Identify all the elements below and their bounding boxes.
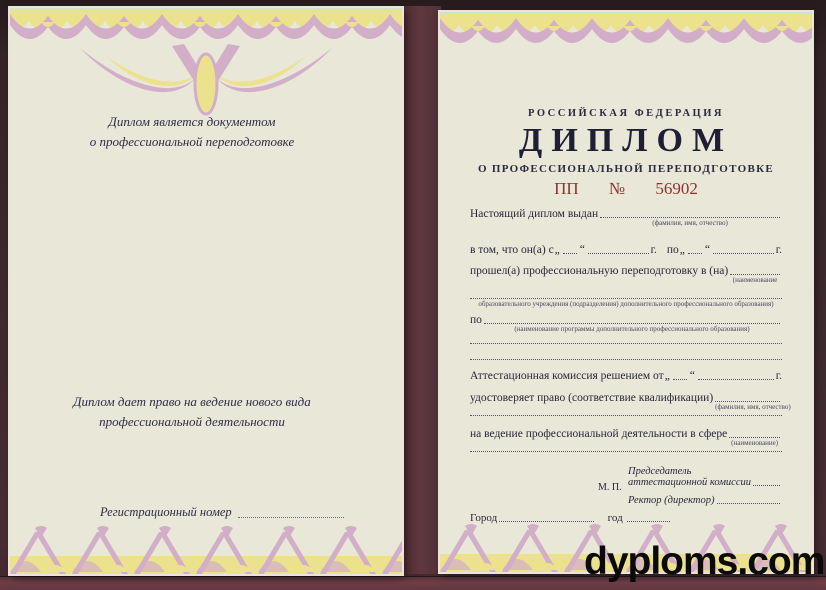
institution-full-hint: образовательного учреждения (подразделения) дополнительного профессионального образования) — [478, 300, 774, 308]
activity-sphere-blank — [729, 424, 780, 447]
certified-name-blank — [715, 388, 791, 411]
quote-open: „ — [679, 244, 685, 256]
quote-close: “ — [704, 244, 711, 256]
date-to-blank — [713, 250, 774, 254]
site-watermark: dyploms.com — [584, 540, 825, 583]
city-label: Город — [470, 512, 498, 524]
quote-open: „ — [554, 244, 560, 256]
diploma-title: ДИПЛОМ — [518, 122, 734, 159]
period-text: по — [666, 244, 679, 256]
blank-line — [470, 358, 782, 360]
year-blank — [627, 518, 670, 522]
quote-close: “ — [689, 370, 695, 382]
activity-sphere-label: на ведение профессиональной деятельности в сфере — [470, 428, 728, 440]
serial-number: 56902 — [655, 179, 698, 198]
blank-line — [470, 342, 782, 344]
quote-open: „ — [664, 370, 670, 382]
city-blank — [499, 518, 593, 522]
issued-to-label: Настоящий диплом выдан — [470, 208, 599, 220]
activity-sphere-row — [470, 424, 782, 447]
blank-line — [470, 414, 782, 416]
day-blank — [563, 250, 577, 254]
left-page-mid-caption — [10, 392, 388, 432]
commission-label: Аттестационная комиссия решением от — [470, 370, 664, 382]
decision-date-blank — [698, 376, 774, 380]
year-abbrev: г. — [775, 244, 783, 256]
seal-placeholder: М. П. — [598, 482, 622, 493]
rector-signature-row — [628, 495, 782, 506]
day-blank — [673, 376, 687, 380]
caption-line: о профессиональной переподготовке — [89, 134, 295, 150]
caption-line: Диплом является документом — [108, 114, 276, 129]
year-abbrev: г. — [775, 370, 782, 382]
registration-number-blank — [238, 514, 344, 518]
certifies-label: удостоверяет право (соответствие квалификации) — [470, 392, 714, 404]
blank-line — [470, 450, 782, 452]
left-page-top-caption — [10, 112, 388, 152]
retraining-row — [470, 261, 782, 284]
institution-blank-line — [470, 297, 782, 299]
program-row — [470, 310, 782, 333]
chairman-signature-row — [628, 477, 782, 488]
rector-title: Ректор (директор) — [628, 495, 715, 506]
day-blank — [688, 250, 702, 254]
caption-line: Диплом дает право на ведение нового вида — [73, 394, 311, 409]
top-border-ornament — [440, 12, 812, 58]
commission-row — [470, 366, 782, 382]
serial-number-sign: № — [608, 179, 626, 198]
program-hint: (наименование программы дополнительного профессионального образования) — [514, 325, 750, 333]
period-text: в том, что он(а) с — [470, 244, 554, 256]
city-year-row — [470, 512, 670, 524]
registration-number-label: Регистрационный номер — [100, 505, 232, 519]
chairman-title-line1: Председатель — [628, 466, 692, 477]
rector-signature-blank — [717, 500, 781, 504]
chairman-signature-blank — [753, 482, 780, 486]
program-label: по — [470, 314, 482, 326]
registration-number-row — [100, 505, 344, 520]
quote-close: “ — [579, 244, 585, 256]
year-label: год — [607, 512, 623, 524]
diploma-serial-number — [440, 179, 812, 199]
bottom-border-ornament — [10, 526, 402, 574]
retraining-label: прошел(а) профессиональную переподготовку в (на) — [470, 265, 729, 277]
caption-line: профессиональной деятельности — [99, 414, 285, 430]
certified-name-hint: (фамилия, имя, отчество) — [715, 403, 791, 411]
book-spine — [401, 6, 441, 574]
issued-to-hint: (фамилия, имя, отчество) — [652, 219, 728, 227]
institution-blank — [730, 261, 780, 284]
signature-column — [628, 466, 782, 506]
certifies-row — [470, 388, 791, 411]
activity-sphere-hint: (наименование) — [731, 439, 779, 447]
issued-to-blank — [600, 204, 780, 227]
issued-to-row — [470, 204, 782, 227]
serial-series: ПП — [554, 179, 579, 198]
year-abbrev: г. — [650, 244, 657, 256]
diploma-right-page — [440, 12, 812, 572]
institution-hint: (наименование — [732, 276, 778, 284]
country-heading: РОССИЙСКАЯ ФЕДЕРАЦИЯ — [528, 108, 724, 119]
program-blank — [484, 310, 780, 333]
study-period-row — [470, 240, 782, 256]
chairman-title-line2: аттестационной комиссии — [628, 477, 751, 488]
date-from-blank — [588, 250, 649, 254]
diploma-left-page — [10, 8, 402, 574]
diploma-subtitle: О ПРОФЕССИОНАЛЬНОЙ ПЕРЕПОДГОТОВКЕ — [477, 163, 775, 175]
